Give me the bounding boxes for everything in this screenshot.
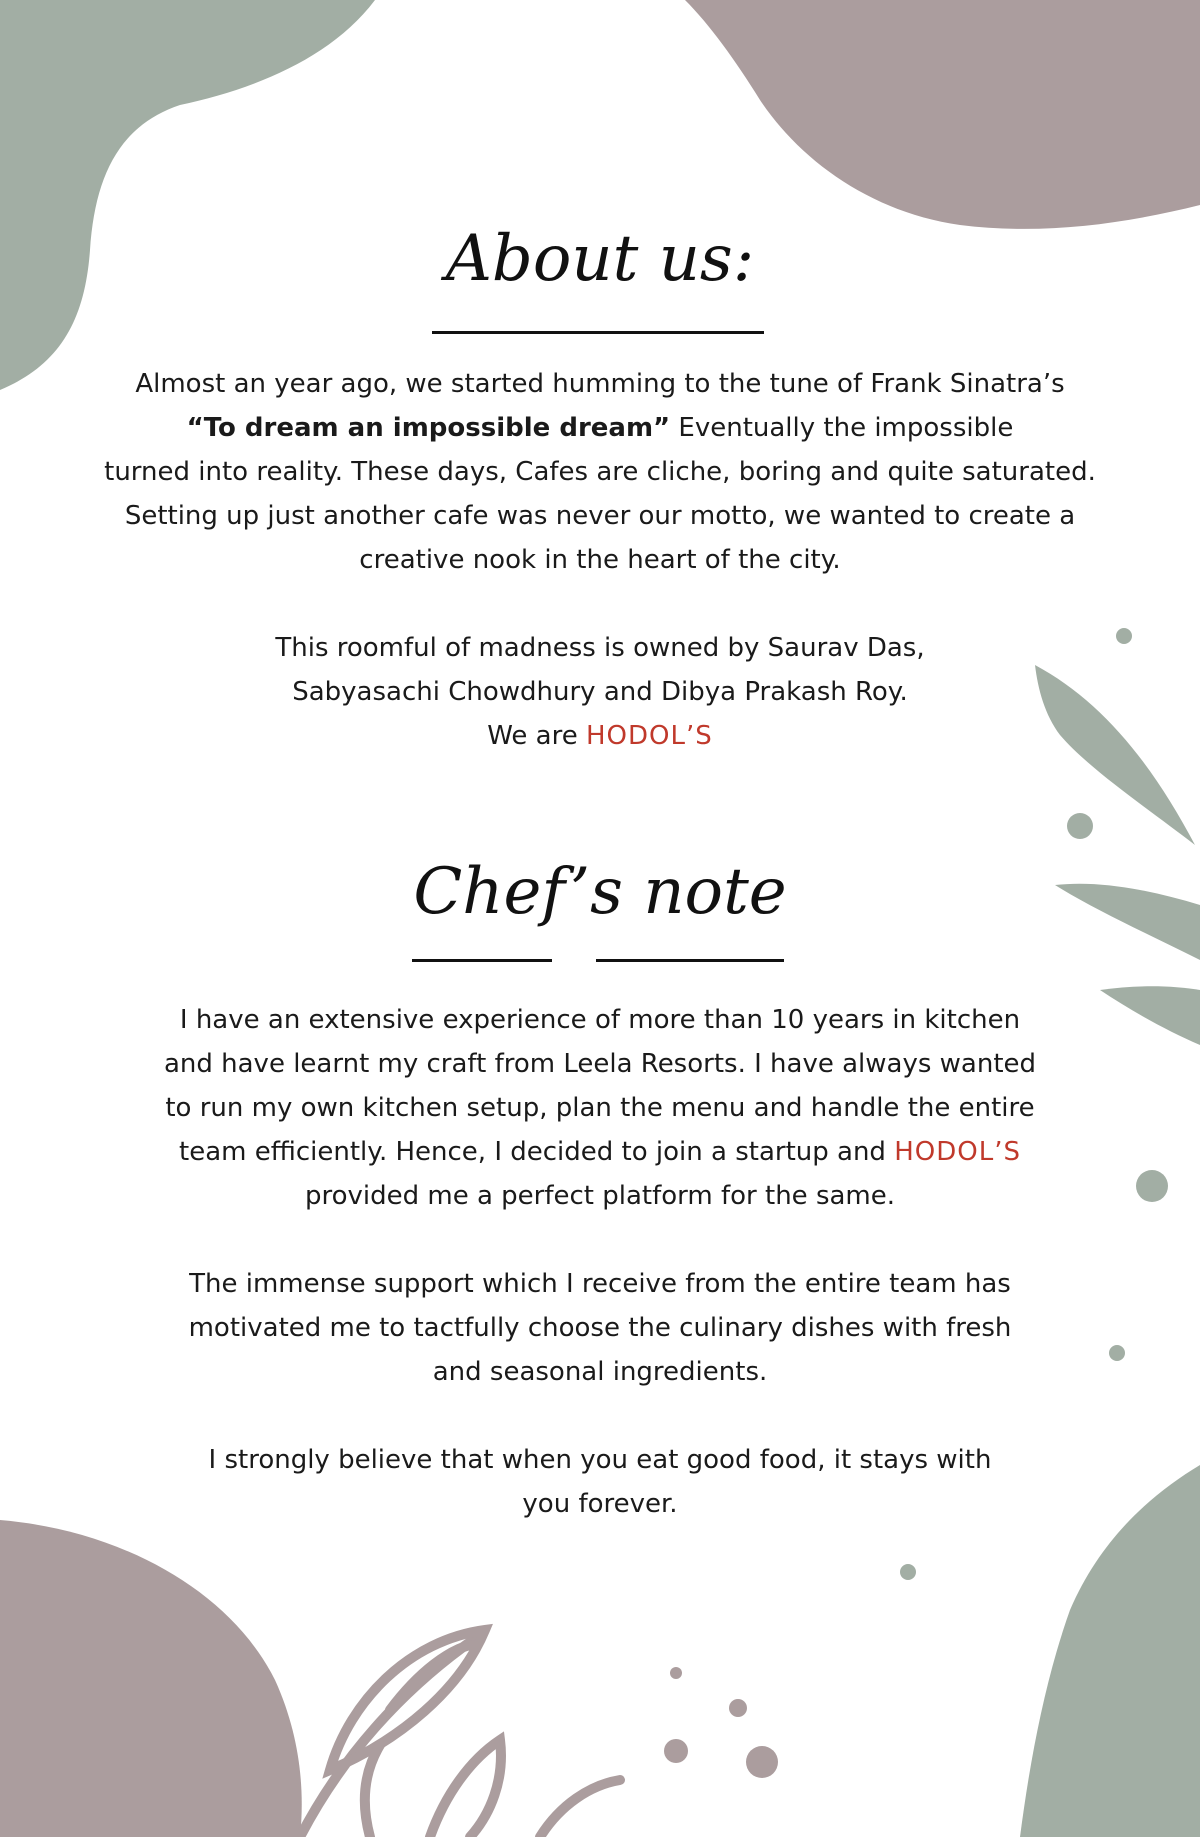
text-line: The immense support which I receive from the entire team has xyxy=(189,1269,1011,1299)
about-us-heading: About us: xyxy=(445,222,755,296)
about-us-paragraph-1 xyxy=(40,362,1160,582)
text-line: you forever. xyxy=(522,1489,678,1519)
text-line: turned into reality. These days, Cafes are cliche, boring and quite saturated. xyxy=(104,457,1096,487)
text-line: provided me a perfect platform for the same. xyxy=(304,1181,896,1211)
text-line: and seasonal ingredients. xyxy=(432,1357,768,1387)
song-title: “To dream an impossible dream” xyxy=(186,413,671,443)
text-line: to run my own kitchen setup, plan the menu and handle the entire xyxy=(165,1093,1035,1123)
text-line: Sabyasachi Chowdhury and Dibya Prakash Roy. xyxy=(292,677,908,707)
text-line xyxy=(40,406,1160,450)
text-line: This roomful of madness is owned by Saurav Das, xyxy=(275,633,925,663)
text-segment: We are xyxy=(487,721,586,751)
text-line xyxy=(40,1130,1160,1174)
chefs-note-heading: Chef’s note xyxy=(413,855,787,929)
text-line: and have learnt my craft from Leela Resorts. I have always wanted xyxy=(163,1049,1037,1079)
text-line: Almost an year ago, we started humming to the tune of Frank Sinatra’s xyxy=(135,369,1065,399)
text-line: creative nook in the heart of the city. xyxy=(359,545,841,575)
about-us-paragraph-2 xyxy=(40,626,1160,758)
chefs-note-underline-left xyxy=(412,959,552,962)
text-line: motivated me to tactfully choose the culinary dishes with fresh xyxy=(188,1313,1012,1343)
text-segment: team efficiently. Hence, I decided to join a startup and xyxy=(179,1137,895,1167)
brand-name: HODOL’S xyxy=(894,1137,1021,1167)
text-line: I strongly believe that when you eat good food, it stays with xyxy=(208,1445,992,1475)
brand-name: HODOL’S xyxy=(586,721,713,751)
chefs-note-paragraph-3 xyxy=(40,1438,1160,1526)
text-line xyxy=(40,714,1160,758)
chefs-note-paragraph-1 xyxy=(40,998,1160,1218)
text-line: Setting up just another cafe was never our motto, we wanted to create a xyxy=(124,501,1076,531)
text-line: I have an extensive experience of more than 10 years in kitchen xyxy=(179,1005,1021,1035)
text-segment: Eventually the impossible xyxy=(670,413,1014,443)
chefs-note-underline-right xyxy=(596,959,784,962)
about-us-underline xyxy=(432,331,764,334)
chefs-note-paragraph-2 xyxy=(40,1262,1160,1394)
